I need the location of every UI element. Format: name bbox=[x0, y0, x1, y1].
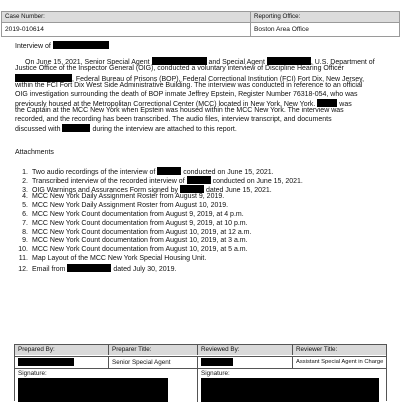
preparer-signature-cell bbox=[15, 369, 198, 402]
list-item bbox=[15, 264, 385, 273]
case-header-table bbox=[1, 11, 400, 37]
list-item bbox=[15, 176, 385, 185]
list-text: MCC New York Count documentation from August 10, 2019, at 3 a.m. bbox=[32, 237, 248, 245]
redaction-block bbox=[157, 167, 181, 175]
reporting-office-value: Boston Area Office bbox=[251, 22, 399, 36]
redaction-block bbox=[18, 378, 168, 402]
interview-of-line bbox=[15, 41, 109, 51]
redaction-block bbox=[62, 124, 90, 132]
reviewer-signature-cell bbox=[198, 369, 386, 402]
signature-table bbox=[14, 344, 387, 401]
list-text: dated July 30, 2019. bbox=[113, 265, 177, 273]
list-item bbox=[15, 202, 385, 211]
list-item bbox=[15, 167, 385, 176]
list-text: conducted on June 15, 2021. bbox=[212, 177, 303, 185]
paragraph-text: OIG investigation surrounding the death of BOP inmate Jeffrey Epstein, Register Number 76318-054, who was bbox=[15, 90, 358, 98]
narrative-paragraph bbox=[15, 57, 387, 133]
paragraph-text: On June 15, 2021, Senior Special Agent bbox=[25, 59, 150, 66]
reviewed-by-value bbox=[198, 357, 293, 368]
list-text: MCC New York Daily Assignment Roster from August 9, 2019. bbox=[32, 193, 225, 201]
signature-table-value-row bbox=[15, 356, 386, 368]
paragraph-line bbox=[15, 107, 387, 115]
paragraph-line bbox=[15, 57, 387, 65]
paragraph-text: discussed with bbox=[15, 126, 61, 134]
list-number: 10. bbox=[18, 246, 28, 254]
list-item bbox=[15, 193, 385, 202]
list-number: 6. bbox=[22, 210, 28, 218]
paragraph-line bbox=[15, 116, 387, 124]
list-text: Two audio recordings of the interview of bbox=[32, 169, 156, 176]
paragraph-text: within the FCI Fort Dix West Side Administrative Building. The interview was conducted in reference to an official bbox=[15, 82, 363, 90]
list-number: 11. bbox=[18, 254, 28, 262]
redaction-block bbox=[67, 264, 111, 272]
list-text: dated June 15, 2021. bbox=[205, 186, 272, 194]
prepared-by-value bbox=[15, 357, 109, 368]
list-text: OIG Warnings and Assurances Form signed by bbox=[32, 186, 179, 194]
list-text: MCC New York Count documentation from August 9, 2019, at 4 p.m. bbox=[32, 210, 244, 218]
paragraph-text: , U.S. Department of bbox=[310, 59, 375, 66]
list-number: 2. bbox=[22, 177, 28, 185]
reviewed-by-label: Reviewed By: bbox=[198, 345, 293, 355]
list-text: Email from bbox=[32, 265, 66, 273]
redaction-block bbox=[15, 74, 72, 82]
paragraph-text: recorded, and the recording has been transcribed. The audio files, interview transcript, and documents bbox=[15, 115, 332, 123]
list-number: 3. bbox=[22, 186, 28, 194]
paragraph-line bbox=[15, 65, 387, 73]
paragraph-line bbox=[15, 91, 387, 99]
list-item bbox=[15, 220, 385, 229]
paragraph-text: the Captain at the MCC New York when Epstein was housed within the MCC New York. The interview was bbox=[15, 107, 344, 115]
preparer-title-value: Senior Special Agent bbox=[109, 357, 198, 368]
reviewer-signature-label: Signature: bbox=[201, 370, 230, 377]
paragraph-text: Justice Office of the Inspector General (OIG), conducted a voluntary interview of Discipline Hearing Officer bbox=[15, 65, 344, 73]
case-number-label: Case Number: bbox=[2, 12, 250, 22]
paragraph-text: during the interview are attached to this report. bbox=[92, 126, 237, 134]
paragraph-line bbox=[15, 124, 387, 132]
paragraph-line bbox=[15, 99, 387, 107]
redaction-block bbox=[201, 378, 379, 402]
list-item bbox=[15, 246, 385, 255]
list-number: 9. bbox=[22, 237, 28, 245]
list-item bbox=[15, 255, 385, 264]
attachments-list bbox=[15, 167, 385, 273]
preparer-title-label: Preparer Title: bbox=[109, 345, 198, 355]
redaction-block bbox=[180, 185, 204, 193]
redaction-block bbox=[187, 176, 211, 184]
list-text: MCC New York Count documentation from August 10, 2019, at 5 a.m. bbox=[32, 246, 248, 254]
reporting-office-cell bbox=[251, 12, 399, 36]
list-text: MCC New York Count documentation from August 9, 2019, at 10 p.m. bbox=[32, 219, 248, 227]
list-text: MCC New York Count documentation from August 10, 2019, at 12 a.m. bbox=[32, 228, 252, 236]
redaction-block bbox=[53, 41, 109, 49]
interview-of-label: Interview of bbox=[15, 43, 51, 50]
signature-row bbox=[15, 368, 386, 402]
signature-table-header-row bbox=[15, 345, 386, 355]
paragraph-text: and Special Agent bbox=[208, 59, 265, 66]
list-number: 12. bbox=[18, 265, 28, 273]
case-number-value: 2019-010614 bbox=[2, 22, 250, 36]
list-text: MCC New York Daily Assignment Roster from August 10, 2019. bbox=[32, 202, 229, 210]
list-number: 8. bbox=[22, 228, 28, 236]
list-number: 7. bbox=[22, 219, 28, 227]
list-number: 1. bbox=[22, 169, 28, 176]
list-number: 5. bbox=[22, 202, 28, 210]
list-text: Transcribed interview of the recorded interview of bbox=[32, 177, 185, 185]
list-item bbox=[15, 185, 385, 194]
attachments-heading: Attachments bbox=[15, 149, 54, 156]
list-text: conducted on June 15, 2021. bbox=[183, 169, 274, 176]
prepared-by-label: Prepared By: bbox=[15, 345, 109, 355]
preparer-signature-label: Signature: bbox=[18, 370, 47, 377]
paragraph-text: was bbox=[339, 100, 352, 108]
paragraph-text: previously housed at the Metropolitan Correctional Center (MCC) located in New York, New York. bbox=[15, 100, 316, 108]
redaction-block bbox=[152, 57, 207, 65]
paragraph-line bbox=[15, 82, 387, 90]
redaction-block bbox=[201, 358, 233, 366]
case-number-cell bbox=[2, 12, 251, 36]
list-item bbox=[15, 211, 385, 220]
list-item bbox=[15, 229, 385, 238]
list-number: 4. bbox=[22, 193, 28, 201]
redaction-block bbox=[18, 358, 74, 366]
reviewer-title-label: Reviewer Title: bbox=[293, 345, 386, 355]
redaction-block bbox=[267, 57, 311, 65]
list-text: Map Layout of the MCC New York Special Housing Unit. bbox=[32, 254, 207, 262]
paragraph-text: , Federal Bureau of Prisons (BOP), Federal Correctional Institution (FCI) Fort Dix, New Jersey, bbox=[72, 75, 365, 83]
reporting-office-label: Reporting Office: bbox=[251, 12, 399, 22]
redaction-block bbox=[317, 99, 337, 107]
list-item bbox=[15, 237, 385, 246]
reviewer-title-value: Assistant Special Agent in Charge bbox=[296, 359, 384, 365]
paragraph-line bbox=[15, 74, 387, 82]
